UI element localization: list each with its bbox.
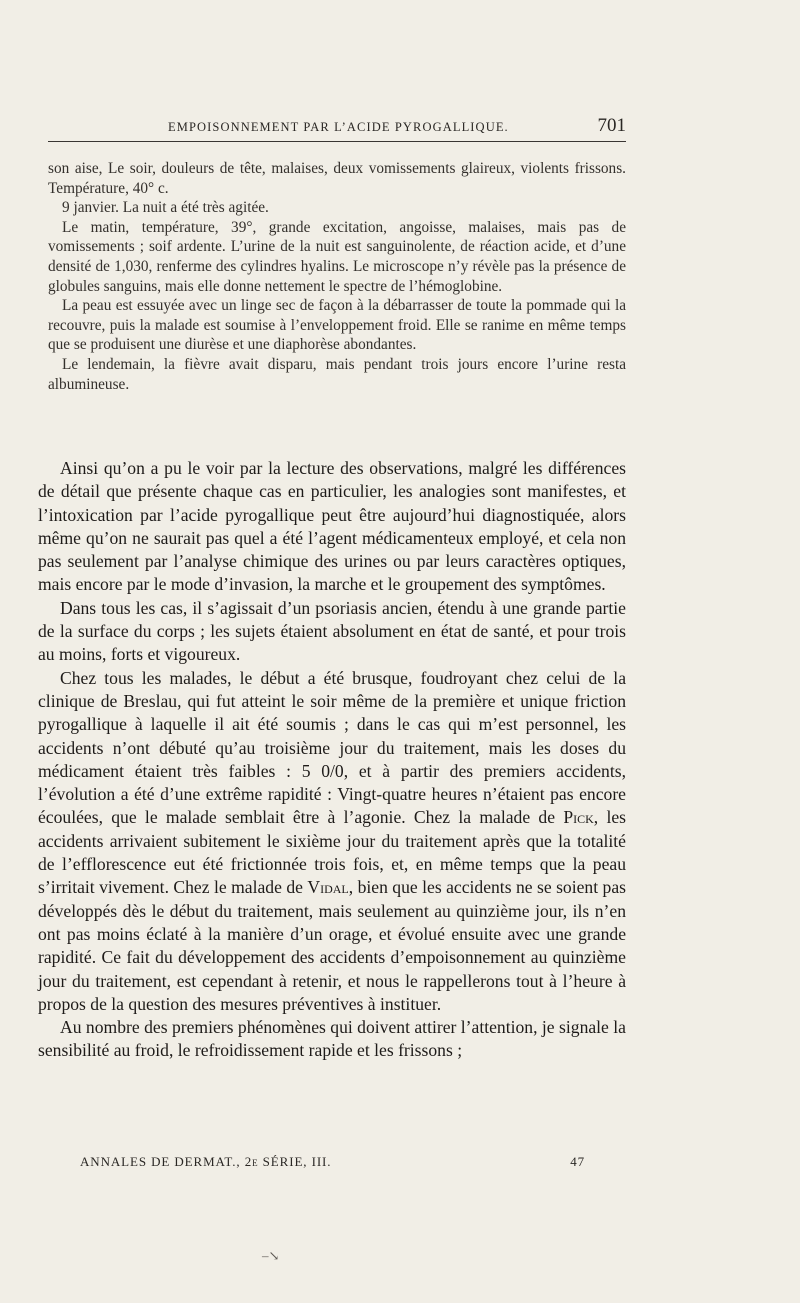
author-name: Pick bbox=[563, 807, 594, 828]
page-number: 701 bbox=[597, 115, 626, 136]
discussion-paragraph: Au nombre des premiers phénomènes qui doivent attirer l’attention, je signale la sensibilité au froid, le refroidissement rapide et les frissons ; bbox=[38, 1017, 626, 1061]
discussion-paragraph bbox=[38, 667, 626, 1016]
author-name: Vidal bbox=[307, 877, 349, 898]
printer-mark: –↘ bbox=[262, 1248, 280, 1263]
running-head: EMPOISONNEMENT PAR L’ACIDE PYROGALLIQUE. bbox=[168, 120, 509, 134]
page-header bbox=[48, 117, 626, 142]
page-footer bbox=[80, 1154, 585, 1170]
discussion-text-run: , les accidents arrivaient subitement le sixième jour du traitement après que la totalité de l’efflorescence eut été frictionnée trois fois, et, en même temps que la peau s’irritait vivement. Chez le malade de bbox=[38, 807, 626, 898]
case-note-paragraph: Le lendemain, la fièvre avait disparu, mais pendant trois jours encore l’urine resta albumineuse. bbox=[48, 355, 626, 393]
case-note-paragraph: La peau est essuyée avec un linge sec de façon à la débarrasser de toute la pommade qui la recouvre, puis la malade est soumise à l’enveloppement froid. Elle se ranime en même temps que se produisent une diurèse et une diaphorèse abondantes. bbox=[48, 297, 626, 354]
case-note-paragraph: Le matin, température, 39°, grande excitation, angoisse, malaises, mais pas de vomissements ; soif ardente. L’urine de la nuit est sanguinolente, de réaction acide, et d’une densité de 1,030, renferme des cylindres hyalins. Le microscope n’y révèle pas la présence de globules sanguins, mais elle donne nettement le spectre de l’hémoglobine. bbox=[48, 218, 626, 295]
sheet-number: 47 bbox=[570, 1154, 585, 1169]
discussion-text bbox=[38, 457, 626, 1063]
discussion-paragraph: Ainsi qu’on a pu le voir par la lecture des observations, malgré les différences de détail que présente chaque cas en particulier, les analogies sont manifestes, et l’intoxication par l’acide pyrogallique peut être aujourd’hui diagnostiquée, alors même qu’on ne saurait pas quel a été l’agent médicamenteux employé, et cela non pas seulement par l’analyse chimique des urines ou par leurs caractères optiques, mais encore par le mode d’invasion, la marche et le groupement des symptômes. bbox=[38, 458, 626, 595]
case-note-paragraph: son aise, Le soir, douleurs de tête, malaises, deux vomissements glaireux, violents frissons. Température, 40° c. bbox=[48, 160, 626, 197]
discussion-paragraph: Dans tous les cas, il s’agissait d’un psoriasis ancien, étendu à une grande partie de la surface du corps ; les sujets étaient absolument en état de santé, et pour trois au moins, forts et vigoureux. bbox=[38, 597, 626, 665]
case-notes bbox=[48, 159, 626, 394]
discussion-text-run: Chez tous les malades, le début a été brusque, foudroyant chez celui de la clinique de Breslau, qui fut atteint le soir même de la première et unique friction pyrogallique à laquelle il ait été soumis ; dans le cas qui m’est personnel, les accidents n’ont débuté qu’au troisième jour du traitement, mais les doses du médicament étaient très faibles : 5 0/0, et à partir des premiers accidents, l’évolution a été d’une extrême rapidité : Vingt-quatre heures n’étaient pas encore écoulées, que le malade semblait être à l’agonie. Chez la malade de bbox=[38, 667, 626, 828]
discussion-text-run: , bien que les accidents ne se soient pas développés dès le début du traitement, mais seulement au quinzième jour, ils n’en ont pas moins éclaté à la manière d’un orage, et évolué ensuite avec une grande rapidité. Ce fait du développement des accidents d’empoisonnement au quinzième jour du traitement, est cependant à retenir, et nous le rappellerons tout à l’heure à propos de la question des mesures préventives à instituer. bbox=[38, 877, 626, 1014]
signature-line: ANNALES DE DERMAT., 2e SÉRIE, III. bbox=[80, 1154, 332, 1169]
case-note-paragraph: 9 janvier. La nuit a été très agitée. bbox=[62, 199, 269, 217]
